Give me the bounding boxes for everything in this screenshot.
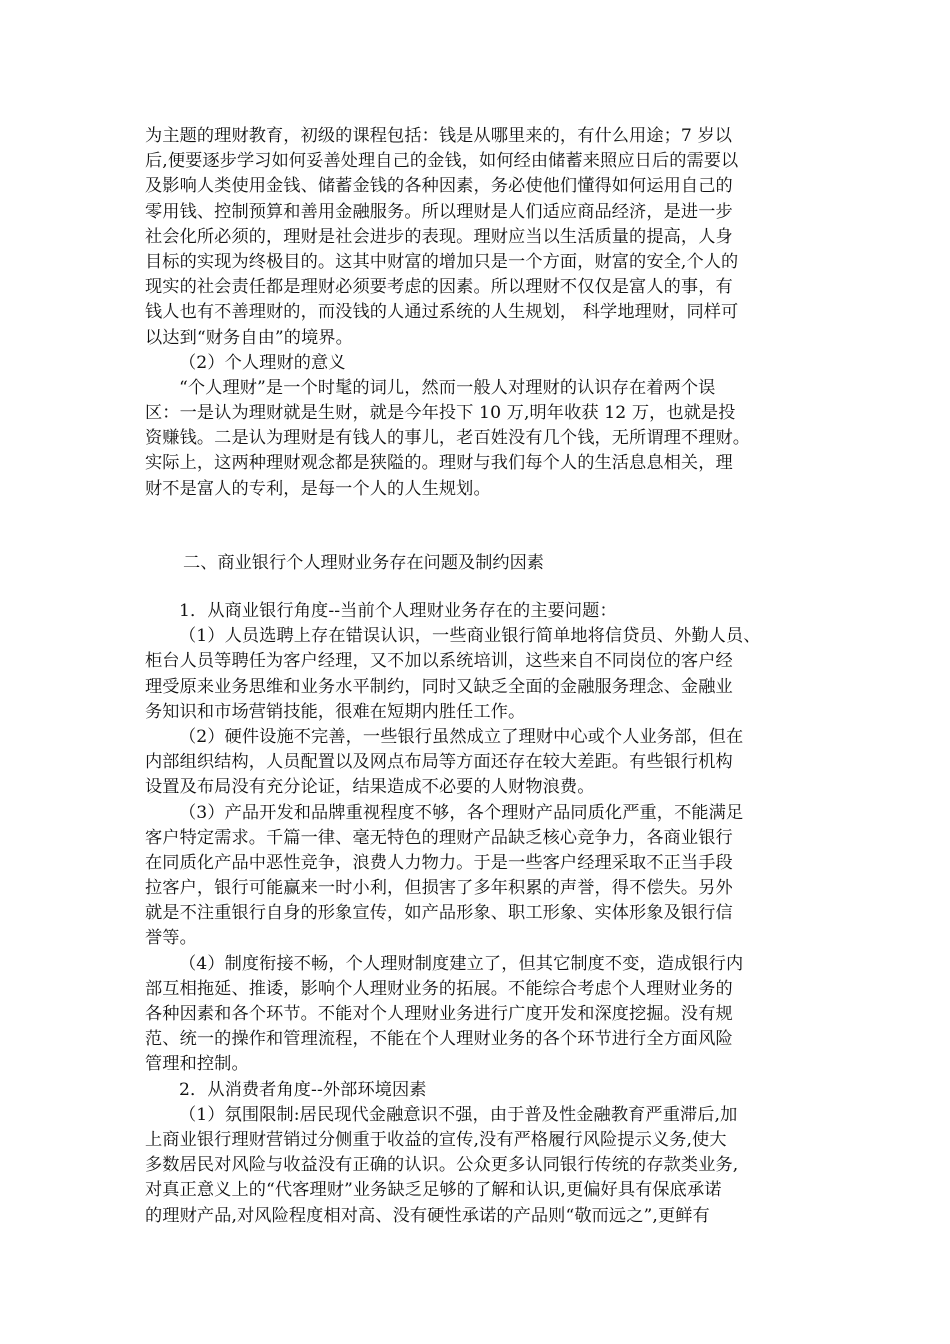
text-line: （2）硬件设施不完善，一些银行虽然成立了理财中心或个人业务部，但在 <box>179 726 744 747</box>
text-line: 现实的社会责任都是理财必须要考虑的因素。所以理财不仅仅是富人的事，有 <box>145 277 733 298</box>
text-line: 目标的实现为终极目的。这其中财富的增加只是一个方面，财富的安全,个人的 <box>145 251 739 272</box>
text-line: 务知识和市场营销技能，很难在短期内胜任工作。 <box>145 701 526 722</box>
text-line: 多数居民对风险与收益没有正确的认识。公众更多认同银行传统的存款类业务, <box>145 1155 739 1176</box>
text-line: 以达到“财务自由”的境界。 <box>145 327 353 348</box>
text-line: 各种因素和各个环节。不能对个人理财业务进行广度开发和深度挖掘。没有规 <box>145 1004 733 1024</box>
text-line: 上商业银行理财营销过分侧重于收益的宣传,没有严格履行风险提示义务,使大 <box>145 1129 727 1150</box>
text-line: 理受原来业务思维和业务水平制约，同时又缺乏全面的金融服务理念、金融业 <box>145 676 733 697</box>
text-line: 内部组织结构，人员配置以及网点布局等方面还存在较大差距。有些银行机构 <box>145 752 733 773</box>
text-line: 钱人也有不善理财的，而没钱的人通过系统的人生规划， 科学地理财，同样可 <box>145 302 739 323</box>
text-line: 部互相拖延、推诿，影响个人理财业务的拓展。不能综合考虑个人理财业务的 <box>145 978 733 999</box>
subsection-title: 2．从消费者角度--外部环境因素 <box>179 1079 427 1100</box>
text-line: 柜台人员等聘任为客户经理，又不加以系统培训，这些来自不同岗位的客户经 <box>145 651 733 672</box>
text-line: （3）产品开发和品牌重视程度不够，各个理财产品同质化严重，不能满足 <box>179 802 744 823</box>
text-line: （4）制度衔接不畅，个人理财制度建立了，但其它制度不变，造成银行内 <box>179 953 744 974</box>
text-line: 拉客户，银行可能赢来一时小利，但损害了多年积累的声誉，得不偿失。另外 <box>145 878 733 899</box>
text-line: 在同质化产品中恶性竞争，浪费人力物力。于是一些客户经理采取不正当手段 <box>145 852 733 873</box>
subsection-title: 1．从商业银行角度--当前个人理财业务存在的主要问题： <box>179 601 617 621</box>
text-line: 对真正意义上的“代客理财”业务缺乏足够的了解和认识,更偏好具有保底承诺 <box>145 1180 722 1201</box>
text-line: 管理和控制。 <box>145 1054 249 1075</box>
text-line: 范、统一的操作和管理流程，不能在个人理财业务的各个环节进行全方面风险 <box>145 1029 733 1050</box>
section-heading: 二、商业银行个人理财业务存在问题及制约因素 <box>183 553 544 573</box>
text-line: （1）人员选聘上存在错误认识，一些商业银行简单地将信贷员、外勤人员、 <box>179 626 761 647</box>
text-line: 后,便要逐步学习如何妥善处理自己的金钱，如何经由储蓄来照应日后的需要以 <box>145 151 739 172</box>
text-line: “个人理财”是一个时髦的词儿，然而一般人对理财的认识存在着两个误 <box>179 377 716 398</box>
text-line: 誉等。 <box>145 928 197 949</box>
text-line: 设置及布局没有充分论证，结果造成不必要的人财物浪费。 <box>145 777 595 798</box>
text-line: 就是不注重银行自身的形象宣传，如产品形象、职工形象、实体形象及银行信 <box>145 903 733 924</box>
text-line: 及影响人类使用金钱、储蓄金钱的各种因素，务必使他们懂得如何运用自己的 <box>145 176 733 197</box>
text-line: 客户特定需求。千篇一律、毫无特色的理财产品缺乏核心竞争力，各商业银行 <box>145 827 733 848</box>
paragraph-block-1 <box>145 124 815 502</box>
paragraph-block-2 <box>145 599 815 1229</box>
text-line: 社会化所必须的，理财是社会进步的表现。理财应当以生活质量的提高，人身 <box>145 226 733 247</box>
text-line: （1）氛围限制:居民现代金融意识不强，由于普及性金融教育严重滞后,加 <box>179 1104 738 1125</box>
text-line: 为主题的理财教育，初级的课程包括：钱是从哪里来的，有什么用途；7 岁以 <box>145 126 733 146</box>
text-line: 实际上，这两种理财观念都是狭隘的。理财与我们每个人的生活息息相关，理 <box>145 453 733 474</box>
text-line: 区：一是认为理财就是生财，就是今年投下 10 万,明年收获 12 万，也就是投 <box>145 403 736 424</box>
text-line: 财不是富人的专利，是每一个人的人生规划。 <box>145 478 491 499</box>
subsection-title: （2）个人理财的意义 <box>179 352 346 373</box>
text-line: 零用钱、控制预算和善用金融服务。所以理财是人们适应商品经济，是进一步 <box>145 201 733 222</box>
text-line: 的理财产品,对风险程度相对高、没有硬性承诺的产品则“敬而远之”,更鲜有 <box>145 1205 710 1226</box>
text-line: 资赚钱。二是认为理财是有钱人的事儿，老百姓没有几个钱，无所谓理不理财。 <box>145 428 751 449</box>
